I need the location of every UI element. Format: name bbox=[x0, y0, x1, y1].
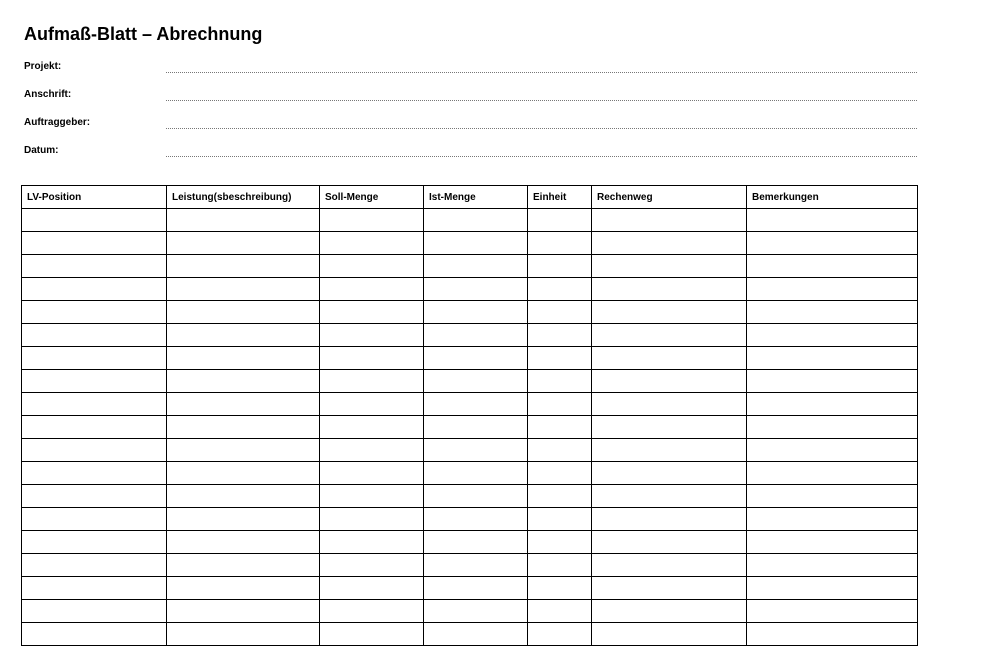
field-label: Projekt: bbox=[24, 61, 62, 72]
table-cell[interactable] bbox=[320, 439, 424, 462]
table-cell[interactable] bbox=[747, 462, 918, 485]
table-cell[interactable] bbox=[320, 278, 424, 301]
table-cell[interactable] bbox=[528, 347, 592, 370]
table-cell[interactable] bbox=[167, 439, 320, 462]
table-cell[interactable] bbox=[320, 531, 424, 554]
table-cell[interactable] bbox=[528, 370, 592, 393]
table-cell[interactable] bbox=[424, 301, 528, 324]
table-row bbox=[22, 416, 918, 439]
table-cell[interactable] bbox=[22, 370, 167, 393]
table-cell[interactable] bbox=[528, 255, 592, 278]
field-label: Auftraggeber: bbox=[24, 117, 91, 128]
table-cell[interactable] bbox=[528, 577, 592, 600]
table-cell[interactable] bbox=[592, 623, 747, 646]
table-cell[interactable] bbox=[424, 393, 528, 416]
table-cell[interactable] bbox=[424, 347, 528, 370]
table-cell[interactable] bbox=[22, 232, 167, 255]
table-cell[interactable] bbox=[320, 416, 424, 439]
table-header-row bbox=[22, 186, 918, 209]
table-cell[interactable] bbox=[167, 232, 320, 255]
table-cell[interactable] bbox=[528, 623, 592, 646]
table-cell[interactable] bbox=[592, 324, 747, 347]
table-cell[interactable] bbox=[167, 209, 320, 232]
table-cell[interactable] bbox=[22, 485, 167, 508]
table-cell[interactable] bbox=[167, 600, 320, 623]
table-cell[interactable] bbox=[592, 278, 747, 301]
table-row bbox=[22, 255, 918, 278]
table-cell[interactable] bbox=[320, 393, 424, 416]
table-row bbox=[22, 347, 918, 370]
table-cell[interactable] bbox=[167, 370, 320, 393]
table-cell[interactable] bbox=[167, 393, 320, 416]
table-cell[interactable] bbox=[528, 393, 592, 416]
table-cell[interactable] bbox=[424, 623, 528, 646]
table-row bbox=[22, 370, 918, 393]
table-cell[interactable] bbox=[167, 485, 320, 508]
table-cell[interactable] bbox=[747, 255, 918, 278]
table-cell[interactable] bbox=[747, 301, 918, 324]
table-row bbox=[22, 301, 918, 324]
table-row bbox=[22, 462, 918, 485]
table-cell[interactable] bbox=[22, 531, 167, 554]
table-cell[interactable] bbox=[592, 485, 747, 508]
table-cell[interactable] bbox=[424, 531, 528, 554]
table-cell[interactable] bbox=[22, 600, 167, 623]
table-cell[interactable] bbox=[167, 255, 320, 278]
table-cell[interactable] bbox=[167, 623, 320, 646]
table-cell[interactable] bbox=[424, 278, 528, 301]
table-cell[interactable] bbox=[320, 554, 424, 577]
table-row bbox=[22, 600, 918, 623]
table-cell[interactable] bbox=[22, 439, 167, 462]
table-cell[interactable] bbox=[424, 324, 528, 347]
table-cell[interactable] bbox=[22, 416, 167, 439]
table-cell[interactable] bbox=[320, 209, 424, 232]
table-cell[interactable] bbox=[747, 577, 918, 600]
table-row bbox=[22, 209, 918, 232]
table-cell[interactable] bbox=[747, 508, 918, 531]
table-cell[interactable] bbox=[22, 393, 167, 416]
table-cell[interactable] bbox=[747, 232, 918, 255]
table-cell[interactable] bbox=[528, 485, 592, 508]
table-cell[interactable] bbox=[167, 462, 320, 485]
table-cell[interactable] bbox=[424, 255, 528, 278]
table-cell[interactable] bbox=[22, 324, 167, 347]
table-cell[interactable] bbox=[747, 370, 918, 393]
table-cell[interactable] bbox=[22, 347, 167, 370]
table-cell[interactable] bbox=[592, 301, 747, 324]
table-cell[interactable] bbox=[424, 416, 528, 439]
table-row bbox=[22, 531, 918, 554]
column-header-rechenweg: Rechenweg bbox=[592, 186, 747, 209]
table-cell[interactable] bbox=[747, 324, 918, 347]
table-row bbox=[22, 324, 918, 347]
table-cell[interactable] bbox=[592, 255, 747, 278]
table-row bbox=[22, 485, 918, 508]
field-datum bbox=[24, 145, 917, 159]
table-cell[interactable] bbox=[747, 347, 918, 370]
table-cell[interactable] bbox=[167, 554, 320, 577]
table-cell[interactable] bbox=[424, 554, 528, 577]
table-cell[interactable] bbox=[592, 393, 747, 416]
table-cell[interactable] bbox=[320, 255, 424, 278]
table-cell[interactable] bbox=[592, 577, 747, 600]
table-cell[interactable] bbox=[424, 439, 528, 462]
table-cell[interactable] bbox=[167, 577, 320, 600]
table-cell[interactable] bbox=[592, 347, 747, 370]
column-header-ist-menge: Ist-Menge bbox=[424, 186, 528, 209]
table-cell[interactable] bbox=[320, 508, 424, 531]
table-row bbox=[22, 393, 918, 416]
table-cell[interactable] bbox=[747, 600, 918, 623]
table-cell[interactable] bbox=[592, 531, 747, 554]
table-cell[interactable] bbox=[592, 416, 747, 439]
table-cell[interactable] bbox=[22, 209, 167, 232]
table-cell[interactable] bbox=[320, 485, 424, 508]
column-header-leistung: Leistung(sbeschreibung) bbox=[167, 186, 320, 209]
table-cell[interactable] bbox=[22, 462, 167, 485]
table-cell[interactable] bbox=[592, 600, 747, 623]
table-cell[interactable] bbox=[424, 209, 528, 232]
table-cell[interactable] bbox=[528, 600, 592, 623]
table-cell[interactable] bbox=[747, 439, 918, 462]
table-row bbox=[22, 278, 918, 301]
table-cell[interactable] bbox=[528, 554, 592, 577]
table-cell[interactable] bbox=[592, 508, 747, 531]
table-row bbox=[22, 623, 918, 646]
table-cell[interactable] bbox=[528, 301, 592, 324]
table-cell[interactable] bbox=[747, 393, 918, 416]
table-cell[interactable] bbox=[320, 577, 424, 600]
table-cell[interactable] bbox=[320, 462, 424, 485]
field-label: Datum: bbox=[24, 145, 59, 156]
table-cell[interactable] bbox=[424, 508, 528, 531]
table-cell[interactable] bbox=[592, 209, 747, 232]
table-cell[interactable] bbox=[320, 232, 424, 255]
table-cell[interactable] bbox=[167, 347, 320, 370]
table-cell[interactable] bbox=[320, 370, 424, 393]
table-body bbox=[22, 209, 918, 646]
table-cell[interactable] bbox=[22, 278, 167, 301]
table-cell[interactable] bbox=[320, 623, 424, 646]
table-cell[interactable] bbox=[167, 324, 320, 347]
table-cell[interactable] bbox=[167, 301, 320, 324]
table-cell[interactable] bbox=[424, 600, 528, 623]
table-cell[interactable] bbox=[747, 209, 918, 232]
column-header-einheit: Einheit bbox=[528, 186, 592, 209]
table-row bbox=[22, 554, 918, 577]
field-input-line[interactable] bbox=[166, 156, 917, 157]
table-cell[interactable] bbox=[22, 577, 167, 600]
table-cell[interactable] bbox=[320, 347, 424, 370]
table-cell[interactable] bbox=[747, 531, 918, 554]
table-cell[interactable] bbox=[167, 278, 320, 301]
table-cell[interactable] bbox=[528, 439, 592, 462]
table-row bbox=[22, 577, 918, 600]
table-cell[interactable] bbox=[424, 370, 528, 393]
column-header-bemerkungen: Bemerkungen bbox=[747, 186, 918, 209]
table-cell[interactable] bbox=[528, 232, 592, 255]
table-row bbox=[22, 232, 918, 255]
table-cell[interactable] bbox=[747, 485, 918, 508]
table-cell[interactable] bbox=[22, 623, 167, 646]
table-cell[interactable] bbox=[320, 324, 424, 347]
table-cell[interactable] bbox=[592, 439, 747, 462]
field-label: Anschrift: bbox=[24, 89, 72, 100]
table-cell[interactable] bbox=[528, 324, 592, 347]
table-cell[interactable] bbox=[528, 531, 592, 554]
page-title: Aufmaß-Blatt – Abrechnung bbox=[24, 24, 263, 44]
column-header-lv-position: LV-Position bbox=[22, 186, 167, 209]
table-cell[interactable] bbox=[424, 577, 528, 600]
table-cell[interactable] bbox=[592, 370, 747, 393]
field-auftraggeber bbox=[24, 117, 917, 131]
table-row bbox=[22, 508, 918, 531]
table-cell[interactable] bbox=[22, 508, 167, 531]
table-cell[interactable] bbox=[528, 462, 592, 485]
field-input-line[interactable] bbox=[166, 128, 917, 129]
table-cell[interactable] bbox=[747, 554, 918, 577]
table-cell[interactable] bbox=[22, 255, 167, 278]
table-cell[interactable] bbox=[528, 508, 592, 531]
table-cell[interactable] bbox=[167, 416, 320, 439]
table-cell[interactable] bbox=[592, 462, 747, 485]
table-cell[interactable] bbox=[747, 623, 918, 646]
table-cell[interactable] bbox=[592, 232, 747, 255]
table-cell[interactable] bbox=[424, 485, 528, 508]
table-cell[interactable] bbox=[528, 416, 592, 439]
field-projekt bbox=[24, 61, 917, 75]
table-cell[interactable] bbox=[320, 600, 424, 623]
table-cell[interactable] bbox=[424, 232, 528, 255]
field-input-line[interactable] bbox=[166, 72, 917, 73]
table-cell[interactable] bbox=[424, 462, 528, 485]
table-cell[interactable] bbox=[167, 531, 320, 554]
table-cell[interactable] bbox=[528, 209, 592, 232]
table-cell[interactable] bbox=[592, 554, 747, 577]
table-cell[interactable] bbox=[22, 554, 167, 577]
field-anschrift bbox=[24, 89, 917, 103]
table-cell[interactable] bbox=[320, 301, 424, 324]
table-row bbox=[22, 439, 918, 462]
table-cell[interactable] bbox=[167, 508, 320, 531]
table-cell[interactable] bbox=[528, 278, 592, 301]
table-cell[interactable] bbox=[747, 278, 918, 301]
field-input-line[interactable] bbox=[166, 100, 917, 101]
column-header-soll-menge: Soll-Menge bbox=[320, 186, 424, 209]
measurement-table bbox=[21, 185, 918, 646]
table-cell[interactable] bbox=[22, 301, 167, 324]
table-cell[interactable] bbox=[747, 416, 918, 439]
